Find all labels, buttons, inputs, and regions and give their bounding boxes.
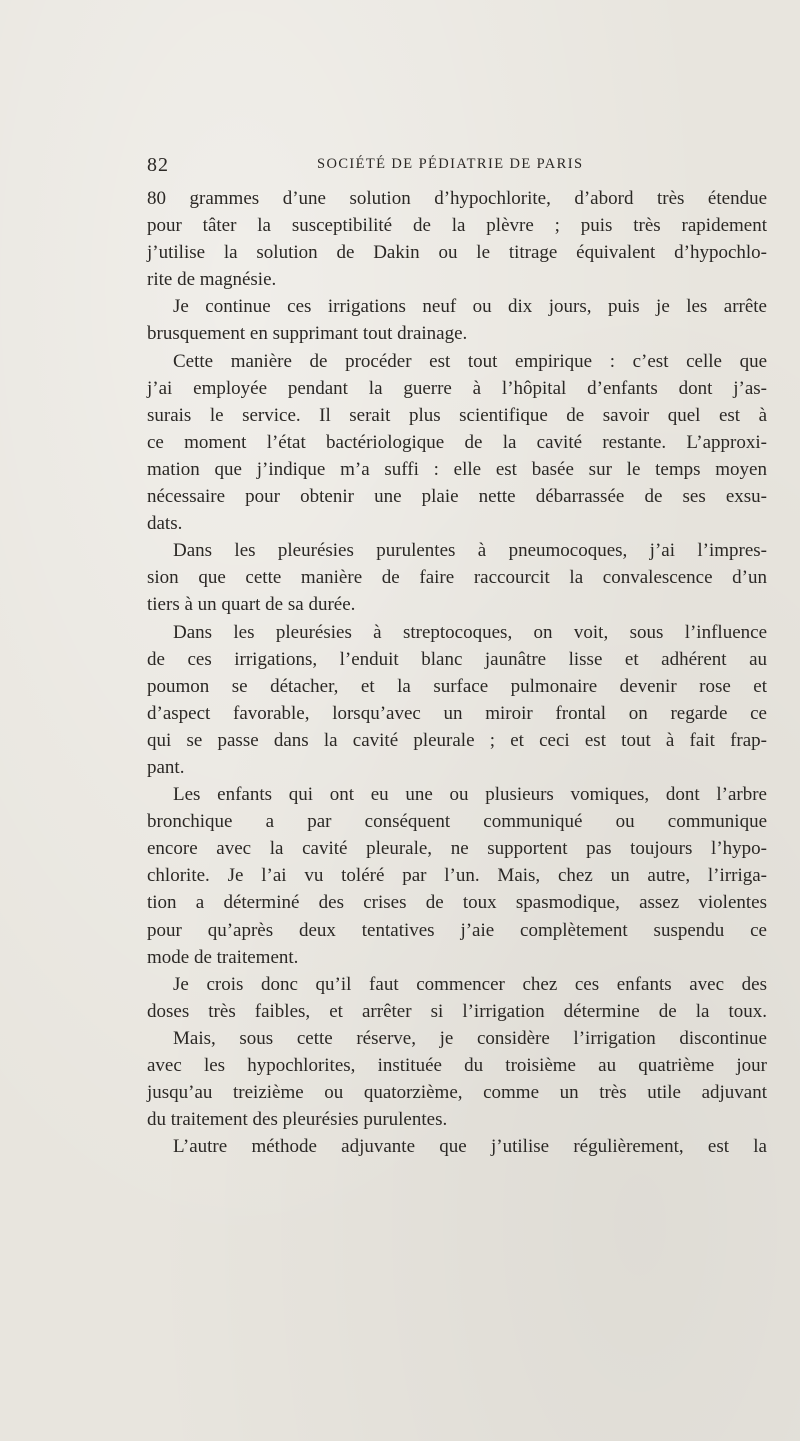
text-line: mode de traitement. bbox=[147, 946, 299, 968]
text-line: pant. bbox=[147, 756, 185, 778]
text-line: mation que j’indique m’a suffi : elle est basée sur le temps moyen bbox=[147, 458, 767, 480]
body-text bbox=[147, 185, 767, 1160]
text-line: jusqu’au treizième ou quatorzième, comme un très utile adjuvant bbox=[147, 1082, 767, 1104]
text-line: poumon se détacher, et la surface pulmonaire devenir rose et bbox=[147, 675, 767, 697]
text-line: Cette manière de procéder est tout empirique : c’est celle que bbox=[173, 350, 767, 372]
running-title: SOCIÉTÉ DE PÉDIATRIE DE PARIS bbox=[317, 156, 584, 172]
text-line: 80 grammes d’une solution d’hypochlorite, d’abord très étendue bbox=[147, 188, 767, 209]
text-line: du traitement des pleurésies purulentes. bbox=[147, 1109, 448, 1131]
text-line: chlorite. Je l’ai vu toléré par l’un. Mais, chez un autre, l’irriga- bbox=[147, 865, 767, 887]
text-line: Dans les pleurésies purulentes à pneumocoques, j’ai l’impres- bbox=[173, 540, 767, 562]
text-line: de ces irrigations, l’enduit blanc jaunâtre lisse et adhérent au bbox=[147, 648, 767, 670]
text-line: dats. bbox=[147, 513, 183, 535]
text-line: doses très faibles, et arrêter si l’irrigation détermine de la toux. bbox=[147, 1000, 767, 1022]
text-line: encore avec la cavité pleurale, ne supportent pas toujours l’hypo- bbox=[147, 838, 767, 860]
text-line: Dans les pleurésies à streptocoques, on voit, sous l’influence bbox=[173, 621, 767, 643]
text-line: brusquement en supprimant tout drainage. bbox=[147, 323, 468, 345]
text-line: sion que cette manière de faire raccourcit la convalescence d’un bbox=[147, 567, 767, 589]
text-line: tion a déterminé des crises de toux spasmodique, assez violentes bbox=[147, 892, 767, 914]
text-line: tiers à un quart de sa durée. bbox=[147, 594, 356, 616]
text-line: nécessaire pour obtenir une plaie nette débarrassée de ses exsu- bbox=[147, 486, 767, 508]
text-line: Les enfants qui ont eu une ou plusieurs vomiques, dont l’arbre bbox=[173, 784, 767, 806]
text-line: bronchique a par conséquent communiqué ou communique bbox=[147, 811, 767, 833]
text-line: ce moment l’état bactériologique de la cavité restante. L’approxi- bbox=[147, 431, 767, 453]
text-line: surais le service. Il serait plus scientifique de savoir quel est à bbox=[147, 404, 767, 426]
text-line: L’autre méthode adjuvante que j’utilise régulièrement, est la bbox=[173, 1136, 767, 1158]
text-line: rite de magnésie. bbox=[147, 269, 277, 291]
text-line: Mais, sous cette réserve, je considère l’irrigation discontinue bbox=[173, 1027, 767, 1049]
text-line: j’utilise la solution de Dakin ou le titrage équivalent d’hypochlo- bbox=[147, 242, 767, 264]
text-line: qui se passe dans la cavité pleurale ; et ceci est tout à fait frap- bbox=[147, 729, 767, 751]
text-line: d’aspect favorable, lorsqu’avec un miroir frontal on regarde ce bbox=[147, 702, 767, 724]
text-line: j’ai employée pendant la guerre à l’hôpital d’enfants dont j’as- bbox=[147, 377, 767, 399]
running-header bbox=[147, 154, 767, 178]
text-line: Je continue ces irrigations neuf ou dix jours, puis je les arrête bbox=[173, 296, 767, 318]
text-line: pour tâter la susceptibilité de la plèvre ; puis très rapidement bbox=[147, 215, 767, 237]
text-line: Je crois donc qu’il faut commencer chez ces enfants avec des bbox=[173, 973, 767, 995]
page-number: 82 bbox=[147, 154, 169, 176]
text-line: avec les hypochlorites, instituée du troisième au quatrième jour bbox=[147, 1055, 767, 1076]
text-line: pour qu’après deux tentatives j’aie complètement suspendu ce bbox=[147, 919, 767, 941]
